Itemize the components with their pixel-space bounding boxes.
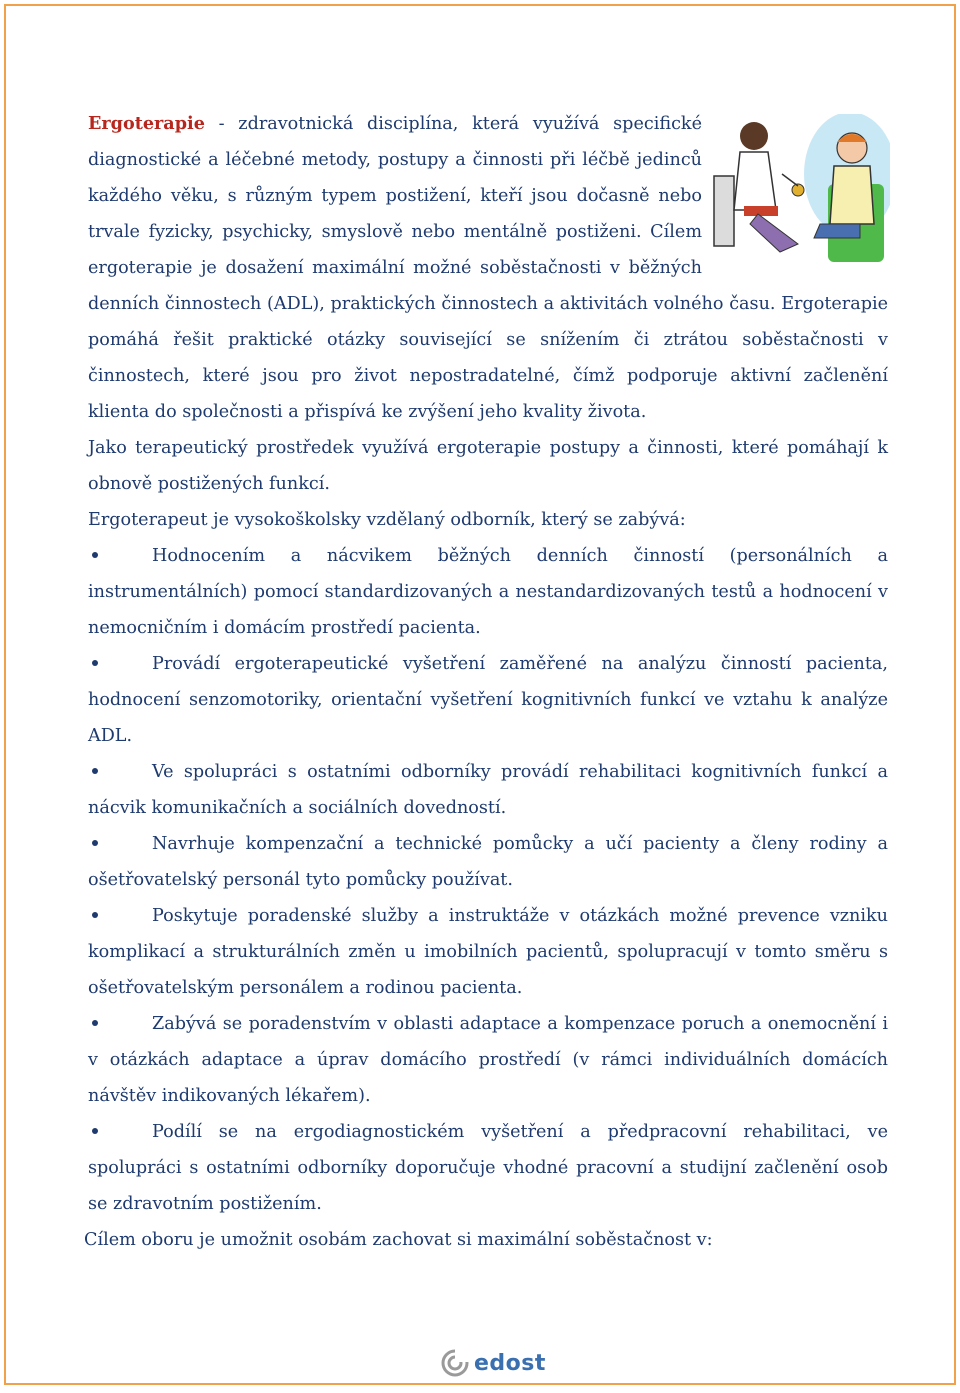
list-item-text: Provádí ergoterapeutické vyšetření zaměřené na analýzu činností pacienta, hodnocení senzomotoriky, orientační vyšetření kognitivních funkcí ve vztahu k analýze ADL. <box>88 654 888 746</box>
list-item-text: Poskytuje poradenské služby a instruktáže v otázkách možné prevence vzniku komplikací a strukturálních změn u imobilních pacientů, spolupracují v tomto směru s ošetřovatelským personálem a rodinou pacienta. <box>88 906 888 998</box>
document-page <box>4 4 956 1385</box>
closing-paragraph: Cílem oboru je umožnit osobám zachovat si maximální soběstačnost v: <box>84 1230 713 1250</box>
edost-logo[interactable] <box>440 1348 546 1378</box>
therapist-patient-illustration-icon <box>710 114 890 266</box>
list-item <box>88 538 888 646</box>
list-item <box>88 1114 888 1222</box>
document-content <box>84 106 888 1258</box>
list-item <box>88 898 888 1006</box>
bullet-icon <box>92 840 98 846</box>
bullet-icon <box>92 552 98 558</box>
list-item <box>88 754 888 826</box>
bullet-icon <box>92 912 98 918</box>
list-item <box>88 646 888 754</box>
intro-text: - zdravotnická disciplína, která využívá specifické diagnostické a léčebné metody, postupy a činnosti při léčbě jedinců každého věku, s různým typem postižení, kteří jsou dočasně nebo trvale fyzicky, psychicky, smyslově nebo mentálně postiženi. Cílem ergoterapie je dosažení maximální možné soběstačnosti v běžných denních činnostech (ADL), praktických činnostech a aktivitách volného času. Ergoterapie pomáhá řešit praktické otázky související se snížením či ztrátou soběstačnosti v činnostech, které jsou pro život nepostradatelné, čímž podporuje aktivní začlenění klienta do společnosti a přispívá ke zvýšení jeho kvality života. <box>88 114 888 422</box>
edost-logo-icon <box>440 1348 470 1378</box>
bullet-icon <box>92 768 98 774</box>
paragraph-ergotherapist: Ergoterapeut je vysokoškolsky vzdělaný odborník, který se zabývá: <box>88 510 686 530</box>
edost-logo-text: edost <box>474 1350 546 1376</box>
duties-list <box>88 538 888 1222</box>
list-item-text: Podílí se na ergodiagnostickém vyšetření a předpracovní rehabilitaci, ve spolupráci s ostatními odborníky doporučuje vhodné pracovní a studijní začlenění osob se zdravotním postižením. <box>88 1122 888 1214</box>
list-item-text: Hodnocením a nácvikem běžných denních činností (personálních a instrumentálních) pomocí standardizovaných a nestandardizovaných testů a hodnocení v nemocničním i domácím prostředí pacienta. <box>88 546 888 638</box>
list-item-text: Zabývá se poradenstvím v oblasti adaptace a kompenzace poruch a onemocnění i v otázkách adaptace a úprav domácího prostředí (v rámci individuálních domácích návštěv indikovaných lékařem). <box>88 1014 888 1106</box>
list-item-text: Ve spolupráci s ostatními odborníky provádí rehabilitaci kognitivních funkcí a nácvik komunikačních a sociálních dovedností. <box>88 762 888 818</box>
bullet-icon <box>92 1020 98 1026</box>
paragraph-means: Jako terapeutický prostředek využívá ergoterapie postupy a činnosti, které pomáhají k obnově postižených funkcí. <box>88 438 888 494</box>
list-item <box>88 826 888 898</box>
bullet-icon <box>92 660 98 666</box>
list-item-text: Navrhuje kompenzační a technické pomůcky a učí pacienty a členy rodiny a ošetřovatelský personál tyto pomůcky používat. <box>88 834 888 890</box>
bullet-icon <box>92 1128 98 1134</box>
term-ergoterapie: Ergoterapie <box>88 113 205 134</box>
list-item <box>88 1006 888 1114</box>
